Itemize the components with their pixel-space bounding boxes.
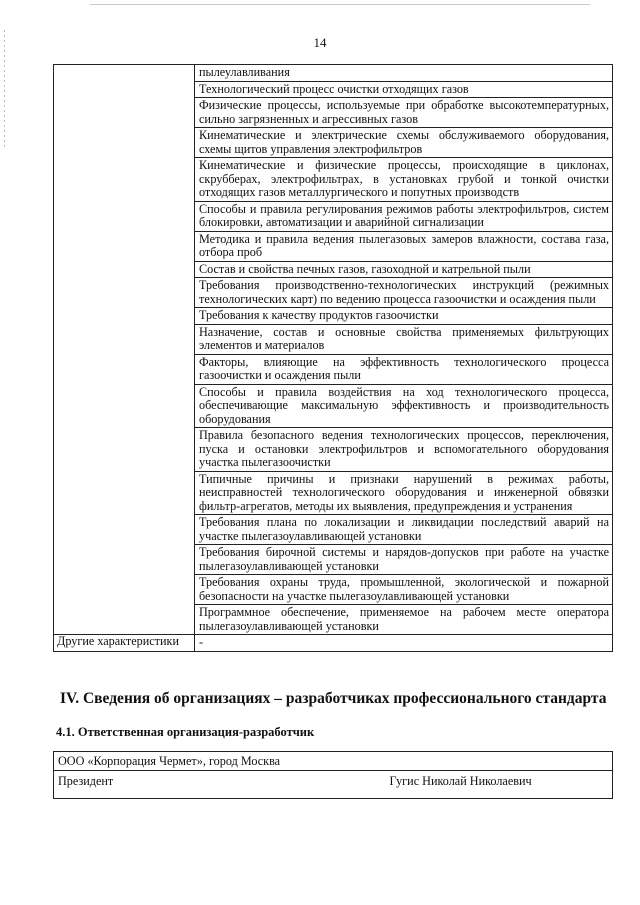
organization-table: [53, 751, 613, 799]
knowledge-item: Правила безопасного ведения технологических процессов, переключения, пуска и остановки электрофильтров и вспомогательного оборудования участка пылегазоочистки: [195, 428, 613, 472]
other-characteristics-row: [54, 635, 613, 652]
knowledge-item: Способы и правила воздействия на ход технологического процесса, обеспечивающие максимальную эффективность и производительность оборудования: [195, 384, 613, 428]
knowledge-item: Назначение, состав и основные свойства применяемых фильтрующих элементов и материалов: [195, 324, 613, 354]
page-number: 14: [313, 35, 327, 50]
knowledge-item: Требования охраны труда, промышленной, экологической и пожарной безопасности на участке пылегазоулавливающей установки: [195, 575, 613, 605]
knowledge-table: [53, 64, 613, 652]
knowledge-item: Факторы, влияющие на эффективность технологического процесса газоочистки и осаждения пыли: [195, 354, 613, 384]
knowledge-item: Требования к качеству продуктов газоочистки: [195, 308, 613, 325]
signatory-name: Гугис Николай Николаевич: [389, 774, 532, 788]
subsection-heading: 4.1. Ответственная организация-разработчик: [56, 725, 315, 739]
knowledge-item: Методика и правила ведения пылегазовых замеров влажности, состава газа, отбора проб: [195, 231, 613, 261]
knowledge-item: Требования плана по локализации и ликвидации последствий аварий на участке пылегазоулавливающей установки: [195, 515, 613, 545]
signatory-position: Президент: [58, 774, 114, 788]
knowledge-row: [54, 65, 613, 82]
scan-top-rule: [90, 4, 590, 5]
knowledge-item: Технологический процесс очистки отходящих газов: [195, 81, 613, 98]
knowledge-item: Способы и правила регулирования режимов работы электрофильтров, систем блокировки, автоматизации и аварийной сигнализации: [195, 201, 613, 231]
knowledge-item: Кинематические и физические процессы, происходящие в циклонах, скрубберах, электрофильтрах, в установках грубой и тонкой очистки отходящих газов металлургического и попутных производств: [195, 158, 613, 202]
knowledge-item: Требования бирочной системы и нарядов-допусков при работе на участке пылегазоулавливающей установки: [195, 545, 613, 575]
other-characteristics-label: Другие характеристики: [54, 635, 195, 652]
organization-signatory-cell: [54, 771, 613, 799]
knowledge-item: Типичные причины и признаки нарушений в режимах работы, неисправностей технологического оборудования и инженерной обвязки фильтр-агрегатов, методы их выявления, предупреждения и устранения: [195, 471, 613, 515]
knowledge-item: Физические процессы, используемые при обработке высокотемпературных, сильно загрязненных и агрессивных газов: [195, 98, 613, 128]
organization-name: ООО «Корпорация Чермет», город Москва: [54, 752, 613, 771]
knowledge-item: пылеулавливания: [195, 65, 613, 82]
knowledge-item: Кинематические и электрические схемы обслуживаемого оборудования, схемы щитов управления электрофильтров: [195, 128, 613, 158]
section-heading: IV. Сведения об организациях – разработчиках профессионального стандарта: [60, 690, 607, 707]
knowledge-label-cell: [54, 65, 195, 635]
knowledge-item: Программное обеспечение, применяемое на рабочем месте оператора пылегазоулавливающей установки: [195, 605, 613, 635]
knowledge-item: Состав и свойства печных газов, газоходной и катрельной пыли: [195, 261, 613, 278]
other-characteristics-value: -: [195, 635, 613, 652]
knowledge-item: Требования производственно-технологических инструкций (режимных технологических карт) по ведению процесса газоочистки и осаждения пыли: [195, 278, 613, 308]
